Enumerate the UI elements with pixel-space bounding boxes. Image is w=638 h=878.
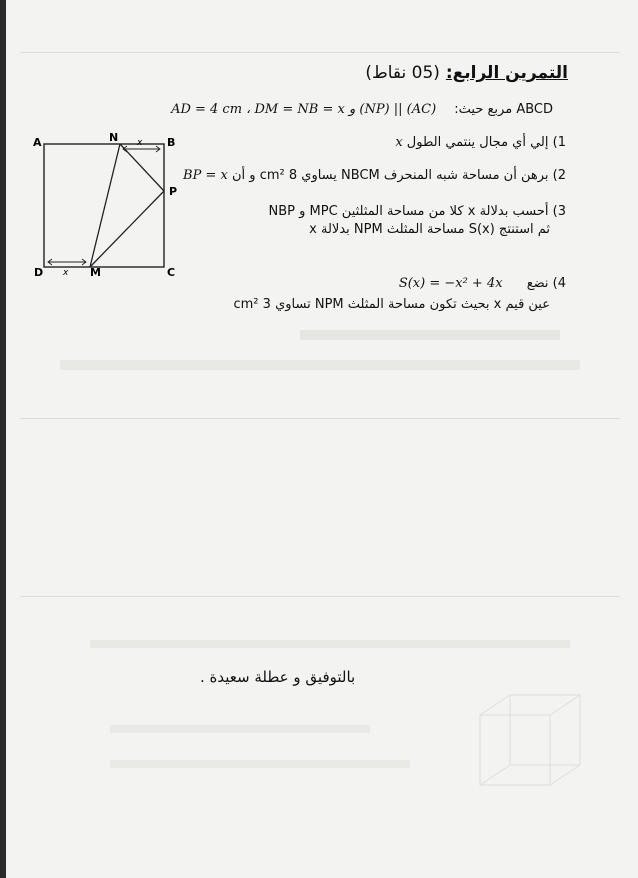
bleed-through-line (20, 596, 620, 597)
given-math: AD = 4 cm ، DM = NB = x و (NP) || (AC) (171, 102, 437, 117)
bleed-through-smudge (60, 360, 580, 370)
label-p: P (169, 185, 178, 198)
question-3-line-2: ثم استنتج S(x) مساحة المثلث NPM بدلالة x (309, 222, 550, 237)
given-prefix: ABCD مربع حيث: (454, 102, 553, 117)
question-1-math: x (395, 135, 403, 150)
bleed-through-smudge (110, 760, 410, 768)
question-2-math: BP = x (183, 168, 228, 183)
bleed-through-smudge (300, 330, 560, 340)
question-4-line-2: عين قيم x بحيث تكون مساحة المثلث NPM تساوي 3 cm² (233, 297, 550, 312)
page-edge (0, 0, 6, 878)
question-4-math: S(x) = −x² + 4x (398, 276, 503, 291)
square-abcd (44, 144, 164, 267)
question-4 (399, 276, 566, 291)
label-b: B (167, 136, 176, 149)
given-statement (171, 102, 553, 117)
bleed-through-line (20, 418, 620, 419)
exercise-title-label: التمرين الرابع: (445, 63, 568, 83)
square-figure (30, 132, 190, 280)
label-m: M (90, 266, 101, 279)
question-1-text: إلي أي مجال ينتمي الطول (406, 135, 549, 150)
exercise-title (365, 63, 568, 83)
label-x-top: x (137, 138, 143, 148)
label-d: D (34, 266, 44, 279)
bleed-through-smudge (110, 725, 370, 733)
label-n: N (109, 132, 119, 144)
label-a: A (33, 136, 42, 149)
bleed-through-smudge (90, 640, 570, 648)
label-x-bottom: x (63, 268, 69, 278)
question-3-text: أحسب بدلالة x كلا من مساحة المثلثين MPC و NBP (268, 204, 549, 219)
exercise-points: (05 نقاط) (365, 63, 440, 83)
bleed-through-line (20, 52, 620, 53)
label-c: C (167, 266, 176, 279)
closing-wishes: بالتوفيق و عطلة سعيدة . (200, 668, 356, 686)
question-4-text: نضع (526, 276, 549, 291)
segment-nm (90, 144, 120, 267)
question-1 (395, 135, 566, 150)
question-2 (183, 168, 566, 183)
segment-pm (90, 191, 164, 267)
question-2-text: برهن أن مساحة شبه المنحرف NBCM يساوي 8 cm² و أن (231, 168, 549, 183)
question-4-number: 4) (552, 276, 566, 291)
question-3-number: 3) (552, 204, 566, 219)
question-3 (269, 204, 567, 219)
bleed-through-cube (470, 690, 590, 800)
question-2-number: 2) (552, 168, 566, 183)
question-1-number: 1) (552, 135, 566, 150)
